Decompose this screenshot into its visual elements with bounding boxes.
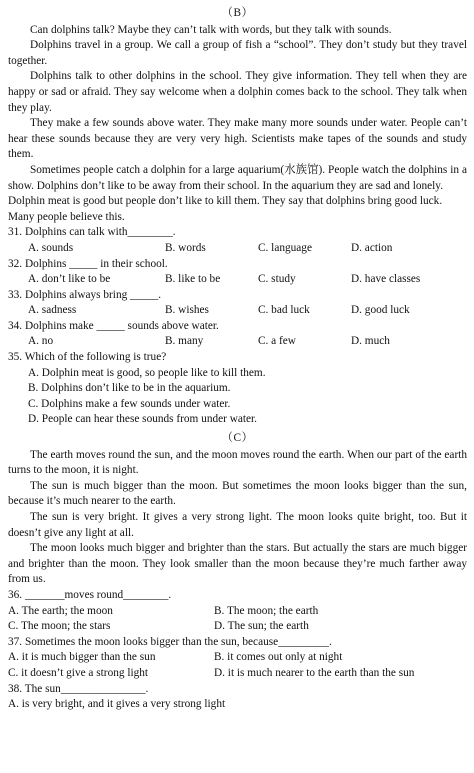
question-35-option-d: D. People can hear these sounds from under water. <box>28 413 258 426</box>
question-31: 31. Dolphins can talk with________. <box>8 226 176 239</box>
question-35: 35. Which of the following is true? <box>8 351 167 364</box>
option-a: A. don’t like to be <box>28 273 111 286</box>
option-a: A. sadness <box>28 304 77 317</box>
option-d: D. action <box>351 241 393 254</box>
question-31-options <box>8 241 467 257</box>
option-a: A. The earth; the moon <box>8 604 113 617</box>
option-d: D. much <box>351 335 390 348</box>
question-33-options <box>8 303 467 319</box>
option-c: C. The moon; the stars <box>8 620 111 633</box>
option-c: C. language <box>258 241 312 254</box>
question-37: 37. Sometimes the moon looks bigger than the sun, because_________. <box>8 635 332 648</box>
option-c: C. bad luck <box>258 304 310 317</box>
option-b: B. The moon; the earth <box>214 604 319 617</box>
question-34-options <box>8 334 467 350</box>
question-37-options <box>8 650 467 681</box>
question-32-options <box>8 272 467 288</box>
option-b: B. words <box>165 241 206 254</box>
option-c: C. it doesn’t give a strong light <box>8 666 149 679</box>
option-b: B. like to be <box>165 273 221 286</box>
option-c: C. study <box>258 273 296 286</box>
section-b-paragraph-5: Sometimes people catch a dolphin for a large aquarium(水族馆). People watch the dolphins in a show. Dolphins don’t like to be away from their school. In the aquarium they are sad and lonely. <box>8 163 467 192</box>
question-36-options <box>8 604 467 635</box>
option-a: A. it is much bigger than the sun <box>8 651 156 664</box>
section-c-paragraph-3: The sun is very bright. It gives a very strong light. The moon looks quite bright, too. But it doesn’t give any light at all. <box>8 511 467 539</box>
section-b-paragraph-1: Can dolphins talk? Maybe they can’t talk with words, but they talk with sounds. <box>30 23 392 36</box>
question-35-option-b: B. Dolphins don’t like to be in the aquarium. <box>28 382 231 395</box>
option-d: D. good luck <box>351 304 410 317</box>
question-32: 32. Dolphins _____ in their school. <box>8 257 168 270</box>
section-c-paragraph-2: The sun is much bigger than the moon. But sometimes the moon looks bigger than the sun, because it’s much nearer to the earth. <box>8 479 467 508</box>
question-33: 33. Dolphins always bring _____. <box>8 288 162 301</box>
option-d: D. it is much nearer to the earth than the sun <box>214 666 415 679</box>
option-b: B. many <box>165 335 204 348</box>
question-34: 34. Dolphins make _____ sounds above water. <box>8 319 219 332</box>
section-b-paragraph-4: They make a few sounds above water. They make many more sounds under water. People can’t hear these sounds because they are very very high. Scientists make tapes of the sounds and study them. <box>8 117 467 161</box>
question-35-option-a: A. Dolphin meat is good, so people like to kill them. <box>28 366 266 379</box>
section-b-closing: Dolphin meat is good but people don’t like to kill them. They say that dolphins bring good luck. Many people believe this. <box>8 195 443 223</box>
section-c-title: （C） <box>221 432 254 445</box>
option-b: B. wishes <box>165 304 209 317</box>
option-a: A. no <box>28 335 54 348</box>
option-d: D. have classes <box>351 273 421 286</box>
section-b-paragraph-2: Dolphins travel in a group. We call a group of fish a “school”. They don’t study but they travel together. <box>8 39 467 67</box>
option-c: C. a few <box>258 335 296 348</box>
question-35-option-c: C. Dolphins make a few sounds under water. <box>28 397 231 410</box>
option-a: A. sounds <box>28 241 74 254</box>
section-b-title: （B） <box>221 7 254 19</box>
question-38-option-a: A. is very bright, and it gives a very strong light <box>8 698 226 711</box>
option-b: B. it comes out only at night <box>214 651 343 664</box>
option-d: D. The sun; the earth <box>214 620 309 633</box>
section-b-paragraph-3: Dolphins talk to other dolphins in the school. They give information. They tell when they are happy or sad or afraid. They say welcome when a dolphin comes back to the school. They talk when they play. <box>8 70 467 114</box>
section-c-paragraph-4: The moon looks much bigger and brighter than the stars. But actually the stars are much bigger and brighter than the moon. They look smaller than the moon because they’re much farther away from us. <box>8 542 467 586</box>
section-c-paragraph-1: The earth moves round the sun, and the moon moves round the earth. When our part of the earth turns to the moon, it is night. <box>8 448 467 477</box>
question-36: 36. _______moves round________. <box>8 588 172 601</box>
question-38: 38. The sun_______________. <box>8 682 149 695</box>
